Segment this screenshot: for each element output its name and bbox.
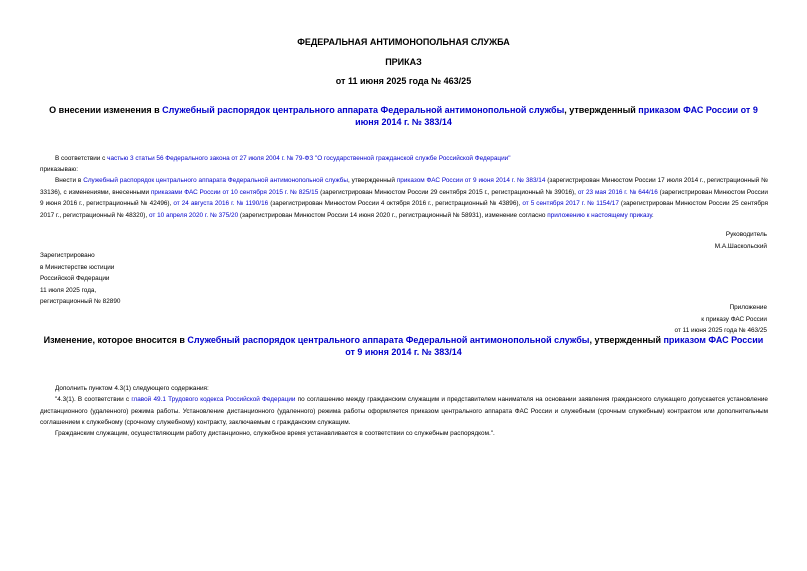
body-link-order-2017[interactable]: от 5 сентября 2017 г. № 1154/17 (522, 200, 619, 207)
doc-type: ПРИКАЗ (385, 57, 422, 67)
preamble (55, 153, 775, 165)
appendix-title-text: Изменение, которое вносится в (43, 335, 188, 345)
appendix-title (40, 334, 767, 358)
body-link-order-2014[interactable]: приказом ФАС России от 9 июня 2014 г. № 383/14 (396, 177, 546, 184)
registration-line: в Министерстве юстиции (40, 263, 115, 271)
body-text: (зарегистрирован Минюстом России 9 июня 2016 г., регистрационный № 42496), (40, 188, 768, 207)
body-text: , утвержденный (347, 177, 397, 184)
body-link-appendix[interactable]: приложению к настоящему приказу (547, 211, 652, 219)
appendix-title-text: , утвержденный (589, 335, 664, 345)
body-text: (зарегистрирован Минюстом России 29 сентября 2015 г., регистрационный № 39016), (318, 188, 578, 196)
amendment-link-chapter[interactable]: главой 49.1 (131, 396, 166, 403)
body-text: . (651, 211, 654, 219)
amendment-text: "4.3(1). В соответствии с (55, 396, 132, 403)
amendment-intro: Дополнить пунктом 4.3(1) следующего содержания: (55, 385, 209, 392)
amendment-link-labor-code[interactable]: Трудового кодекса Российской Федерации (168, 396, 296, 403)
doc-title (40, 104, 767, 128)
signature-name: М.А.Шаскольский (714, 242, 767, 250)
body-text: (зарегистрирован Минюстом России 14 июня 2020 г., регистрационный № 58931), изменение согласно (238, 211, 548, 219)
doc-date-number: от 11 июня 2025 года № 463/25 (335, 76, 472, 86)
order-word: приказываю: (40, 166, 78, 173)
preamble-link-law[interactable]: частью 3 статьи 56 Федерального закона от 27 июля 2004 г. № 79-ФЗ "О государственной гражданской службе Российской Федерации" (107, 155, 511, 162)
body-link-order-2016-aug[interactable]: от 24 августа 2016 г. № 1190/16 (173, 200, 269, 207)
title-text: О внесении изменения в (49, 105, 163, 115)
registration-line: 11 июля 2025 года, (40, 286, 97, 294)
appendix-ref-line: к приказу ФАС России (701, 315, 767, 323)
registration-line: регистрационный № 82890 (40, 298, 121, 305)
amendment-paragraph-1 (40, 394, 768, 429)
body-link-order-2016-may[interactable]: от 23 мая 2016 г. № 644/16 (577, 188, 658, 196)
appendix-ref-line: от 11 июня 2025 года № 463/25 (674, 327, 767, 334)
registration-line: Российской Федерации (40, 275, 110, 282)
body-text: (зарегистрирован Минюстом России 17 июля 2014 г., регистрационный № 33136), с изменениями, внесенными (40, 177, 768, 196)
main-paragraph (40, 175, 768, 221)
appendix-reference (675, 302, 768, 337)
title-text: , утвержденный (564, 105, 639, 115)
signature (715, 229, 767, 252)
appendix-ref-line: Приложение (729, 304, 767, 311)
body-link-order-2020[interactable]: от 10 апреля 2020 г. № 375/20 (148, 211, 239, 219)
body-text: (зарегистрирован Минюстом России 25 сентября 2017 г., регистрационный № 48320), (40, 200, 768, 219)
body-text: (зарегистрирован Минюстом России 4 октября 2016 г., регистрационный № 43896), (268, 200, 523, 207)
signature-position: Руководитель (725, 231, 767, 238)
preamble-text: В соответствии с (55, 155, 108, 162)
body-link-order-2015[interactable]: приказами ФАС России от 10 сентября 2015 г. № 825/15 (150, 188, 319, 196)
agency-name: ФЕДЕРАЛЬНАЯ АНТИМОНОПОЛЬНАЯ СЛУЖБА (297, 37, 510, 47)
amendment-paragraph-2: Гражданским служащим, осуществляющим работу дистанционно, служебное время устанавливается в соответствии со служебным распорядком.". (55, 430, 495, 437)
registration-block (40, 250, 120, 308)
body-text: Внести в (55, 177, 84, 184)
appendix-title-link-regulations[interactable]: Служебный распорядок центрального аппарата Федеральной антимонопольной службы (187, 335, 590, 345)
body-link-regulations[interactable]: Служебный распорядок центрального аппарата Федеральной антимонопольной службы (83, 177, 348, 184)
registration-line: Зарегистрировано (40, 252, 95, 259)
title-link-order[interactable]: приказом ФАС России от 9 июня 2014 г. № 383/14 (355, 105, 758, 127)
title-link-regulations[interactable]: Служебный распорядок центрального аппарата Федеральной антимонопольной службы (162, 105, 565, 115)
appendix-title-link-order[interactable]: приказом ФАС России от 9 июня 2014 г. № 383/14 (345, 335, 764, 357)
amendment-text: по соглашению между гражданским служащим и представителем нанимателя на основании заявления гражданского служащего допускается установление дистанционного (удаленного) режима работы. Установление дистанционного (удаленного) режима работы оформляется приказом центрального аппарата ФАС России и служебным (срочным служебным) контрактом или дополнительным соглашением к служебному (срочному служебному) контракту, заключаемым с гражданским служащим. (40, 396, 768, 426)
